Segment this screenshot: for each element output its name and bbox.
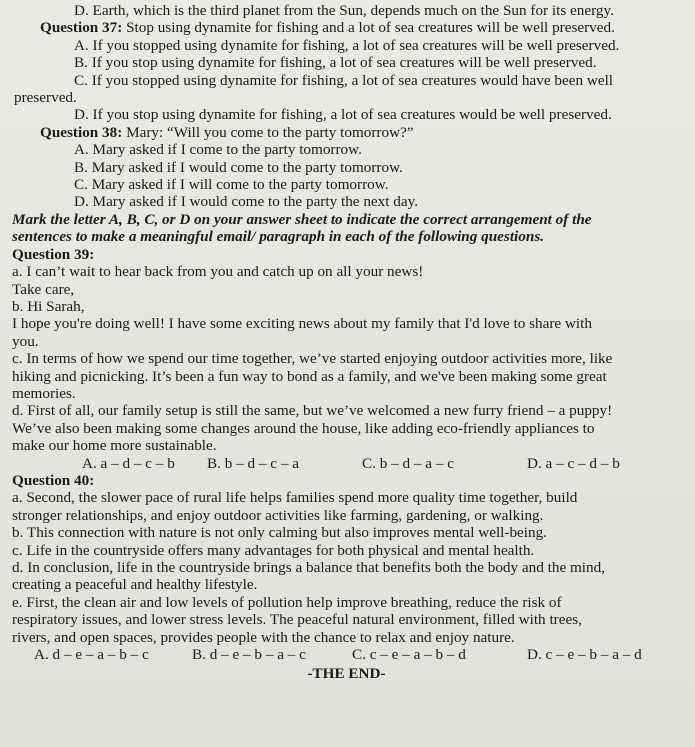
q39-option-a[interactable]: A. a – d – c – b (82, 454, 175, 472)
q40-line: c. Life in the countryside offers many advantages for both physical and mental health. (12, 541, 535, 559)
q40-line: e. First, the clean air and low levels of pollution help improve breathing, reduce the risk of (12, 593, 562, 611)
q39-line: b. Hi Sarah, (12, 297, 85, 315)
q39-line: memories. (12, 384, 76, 402)
q37-label: Question 37: (40, 19, 123, 37)
q40-line: respiratory issues, and lower stress levels. The peaceful natural environment, filled with trees, (12, 611, 582, 629)
q39-line: I hope you're doing well! I have some exciting news about my family that I'd love to share with (12, 315, 592, 333)
q40-option-a[interactable]: A. d – e – a – b – c (34, 646, 149, 664)
q40-line: rivers, and open spaces, provides people with the chance to relax and enjoy nature. (12, 628, 515, 646)
q39-option-d[interactable]: D. a – c – d – b (527, 454, 620, 472)
q39-line: you. (12, 332, 39, 350)
q37-option-a: A. If you stopped using dynamite for fishing, a lot of sea creatures will be well preserved. (74, 36, 620, 54)
q40-line: b. This connection with nature is not only calming but also improves mental well-being. (12, 524, 547, 542)
q39-line: We’ve also been making some changes around the house, like adding eco-friendly appliances to (12, 419, 595, 437)
q39-line: c. In terms of how we spend our time together, we’ve started enjoying outdoor activities more, like (12, 350, 613, 368)
q40-line: stronger relationships, and enjoy outdoor activities like farming, gardening, or walking. (12, 506, 544, 524)
q39-line: make our home more sustainable. (12, 437, 217, 455)
q38-option-d: D. Mary asked if I would come to the party the next day. (74, 193, 419, 211)
q40-label: Question 40: (12, 471, 95, 489)
q40-line: d. In conclusion, life in the countryside brings a balance that benefits both the body and the mind, (12, 559, 606, 576)
q39-line: a. I can’t wait to hear back from you and catch up on all your news! (12, 263, 424, 281)
q37-option-c: C. If you stopped using dynamite for fishing, a lot of sea creatures would have been well (74, 71, 614, 89)
instruction-line-2: sentences to make a meaningful email/ paragraph in each of the following questions. (12, 228, 545, 246)
q38-label: Question 38: (40, 123, 123, 141)
q39-option-b[interactable]: B. b – d – c – a (207, 454, 299, 472)
q38-stem (12, 124, 681, 141)
q40-option-d[interactable]: D. c – e – b – a – d (527, 646, 642, 664)
q37-stem-text: Stop using dynamite for fishing and a lot of sea creatures will be well preserved. (126, 19, 615, 37)
q39-option-c[interactable]: C. b – d – a – c (362, 454, 454, 472)
q37-option-c-cont: preserved. (14, 89, 77, 107)
q40-line: creating a peaceful and healthy lifestyle. (12, 576, 258, 594)
q37-stem (12, 19, 681, 36)
q37-option-b: B. If you stop using dynamite for fishing, a lot of sea creatures will be well preserved. (74, 54, 597, 72)
q38-stem-text: Mary: “Will you come to the party tomorrow?” (126, 123, 414, 141)
q39-options (12, 455, 681, 472)
the-end-footer: -THE END- (307, 665, 386, 683)
q39-line: hiking and picnicking. It’s been a fun way to bond as a family, and we've been making some great (12, 367, 607, 385)
q39-label: Question 39: (12, 245, 95, 263)
q40-line: a. Second, the slower pace of rural life helps families spend more quality time together, build (12, 489, 578, 507)
q39-line: Take care, (12, 280, 75, 298)
q40-options (12, 646, 681, 663)
q40-option-b[interactable]: B. d – e – b – a – c (192, 646, 306, 664)
q36-option-d: D. Earth, which is the third planet from the Sun, depends much on the Sun for its energy. (74, 2, 614, 19)
instruction-line-1: Mark the letter A, B, C, or D on your answer sheet to indicate the correct arrangement of the (12, 210, 592, 228)
q39-line: d. First of all, our family setup is still the same, but we’ve welcomed a new furry friend – a puppy! (12, 402, 613, 420)
q37-option-d: D. If you stop using dynamite for fishing, a lot of sea creatures would be well preserved. (74, 106, 612, 124)
q40-option-c[interactable]: C. c – e – a – b – d (352, 646, 466, 664)
q38-option-b: B. Mary asked if I would come to the party tomorrow. (74, 158, 403, 176)
q38-option-c: C. Mary asked if I will come to the party tomorrow. (74, 176, 389, 194)
q38-option-a: A. Mary asked if I come to the party tomorrow. (74, 141, 362, 159)
